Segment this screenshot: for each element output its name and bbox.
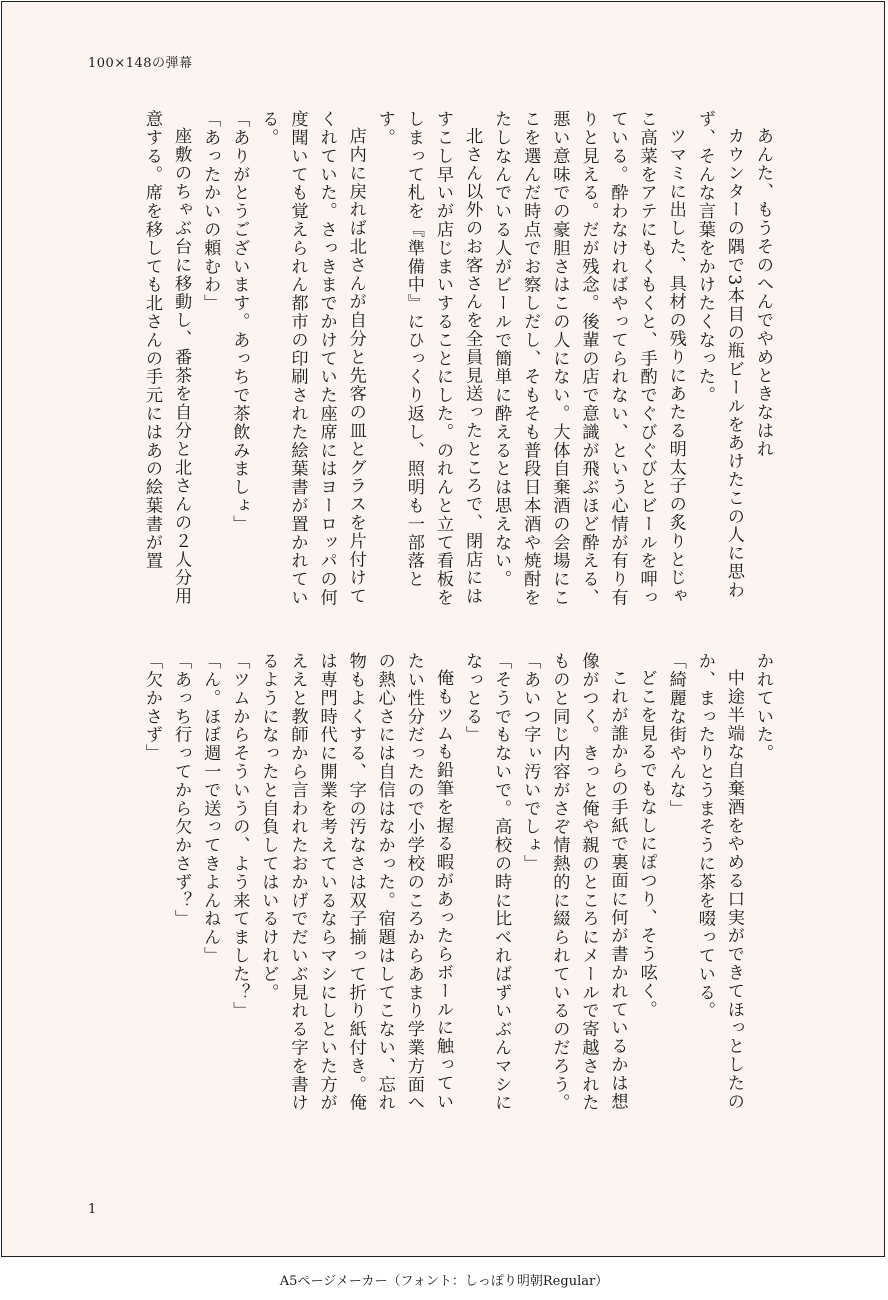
dialogue-line: 「あいつ字ぃ汚いでしょ」	[520, 652, 541, 873]
paragraph: あんた、もうそのへんでやめときなはれ	[753, 127, 773, 459]
dialogue-line: 「あったかいの頼むわ」	[200, 110, 221, 313]
dialogue-line: 「そうでもないで。高校の時に比べればずいぶんマシになっとる」	[462, 652, 512, 1112]
dialogue-line: 「綺麗な街やんな」	[665, 652, 686, 818]
book-page	[1, 1, 885, 1257]
dialogue-line: 「あっち行ってから欠かさず？」	[171, 652, 192, 928]
paragraph: 中途半端な自棄酒をやめる口実ができてほっとしたのか、まったりとうまそうに茶を啜っている。	[694, 652, 744, 1111]
paragraph: 俺もツムも鉛筆を握る暇があったらボールに触っていたい性分だったので小学校のころからあまり学業方面への熱心さには自信はなかった。宿題はしてこない、忘れ物もよくする、字の汚なさは双子揃って折り紙付き。俺は専門時代に開業を考えているならマシにしといた方がええと教師から言われたおかげでだいぶ見れる字を書けるようになったと自負してはいるけれど。	[258, 652, 453, 1112]
paragraph: どこを見るでもなしにぽつり、そう呟く。	[636, 669, 657, 1019]
running-title: 100×148の弾幕	[88, 56, 193, 71]
text-tier-top	[77, 110, 777, 610]
paragraph: これが誰からの手紙で裏面に何が書かれているかは想像がつく。きっと俺や親のところにメールで寄越されたものと同じ内容がさぞ情熱的に綴られているのだろう。	[549, 652, 628, 1112]
paragraph: 北さん以外のお客さんを全員見送ったところで、閉店にはすこし早いが店じまいすることにした。のれんと立て看板をしまって札を『準備中』にひっくり返し、照明も一部落とす。	[374, 110, 483, 607]
text-tier-bottom	[77, 652, 777, 1122]
paragraph: 店内に戻れば北さんが自分と先客の皿とグラスを片付けてくれていた。さっきまでかけていた座席にはヨーロッパの何度聞いても覚えられん都市の印刷された絵葉書が置かれている。	[258, 110, 366, 607]
page-number: 1	[88, 1202, 97, 1217]
dialogue-line: 「ありがとうございます。あっちで茶飲みましょ」	[229, 110, 250, 534]
paragraph: カウンターの隅で3本目の瓶ビールをあけたこの人に思わず、そんな言葉をかけたくなった。	[694, 110, 744, 600]
dialogue-line: 「ツムからそういうの、よう来てました？」	[229, 652, 250, 1020]
footer-caption: A5ページメーカー（フォント：しっぽり明朝Regular）	[279, 1274, 609, 1289]
dialogue-line: 「ん。ほぼ週一で送ってきよんねん」	[200, 652, 221, 965]
dialogue-line: 「欠かさず」	[142, 652, 163, 763]
paragraph: 座敷のちゃぶ台に移動し、番茶を自分と北さんの２人分用意する。席を移しても北さんの手元にはあの絵葉書が置	[142, 110, 192, 606]
paragraph: ツマミに出した、具材の残りにあたる明太子の炙りとじゃこ高菜をアテにもくもくと、手酌でぐびぐびとビールを呷っている。酔わなければやってられない、という心情が有り有りと見える。だが残念。後輩の店で意識が飛ぶほど酔える、悪い意味での豪胆さはこの人にない。大体自棄酒の会場にここを選んだ時点でお察しだし、そもそも普段日本酒や焼酎をたしなんでいる人がビールで簡単に酔えるとは思えない。	[491, 110, 686, 607]
paragraph: かれていた。	[753, 652, 773, 763]
